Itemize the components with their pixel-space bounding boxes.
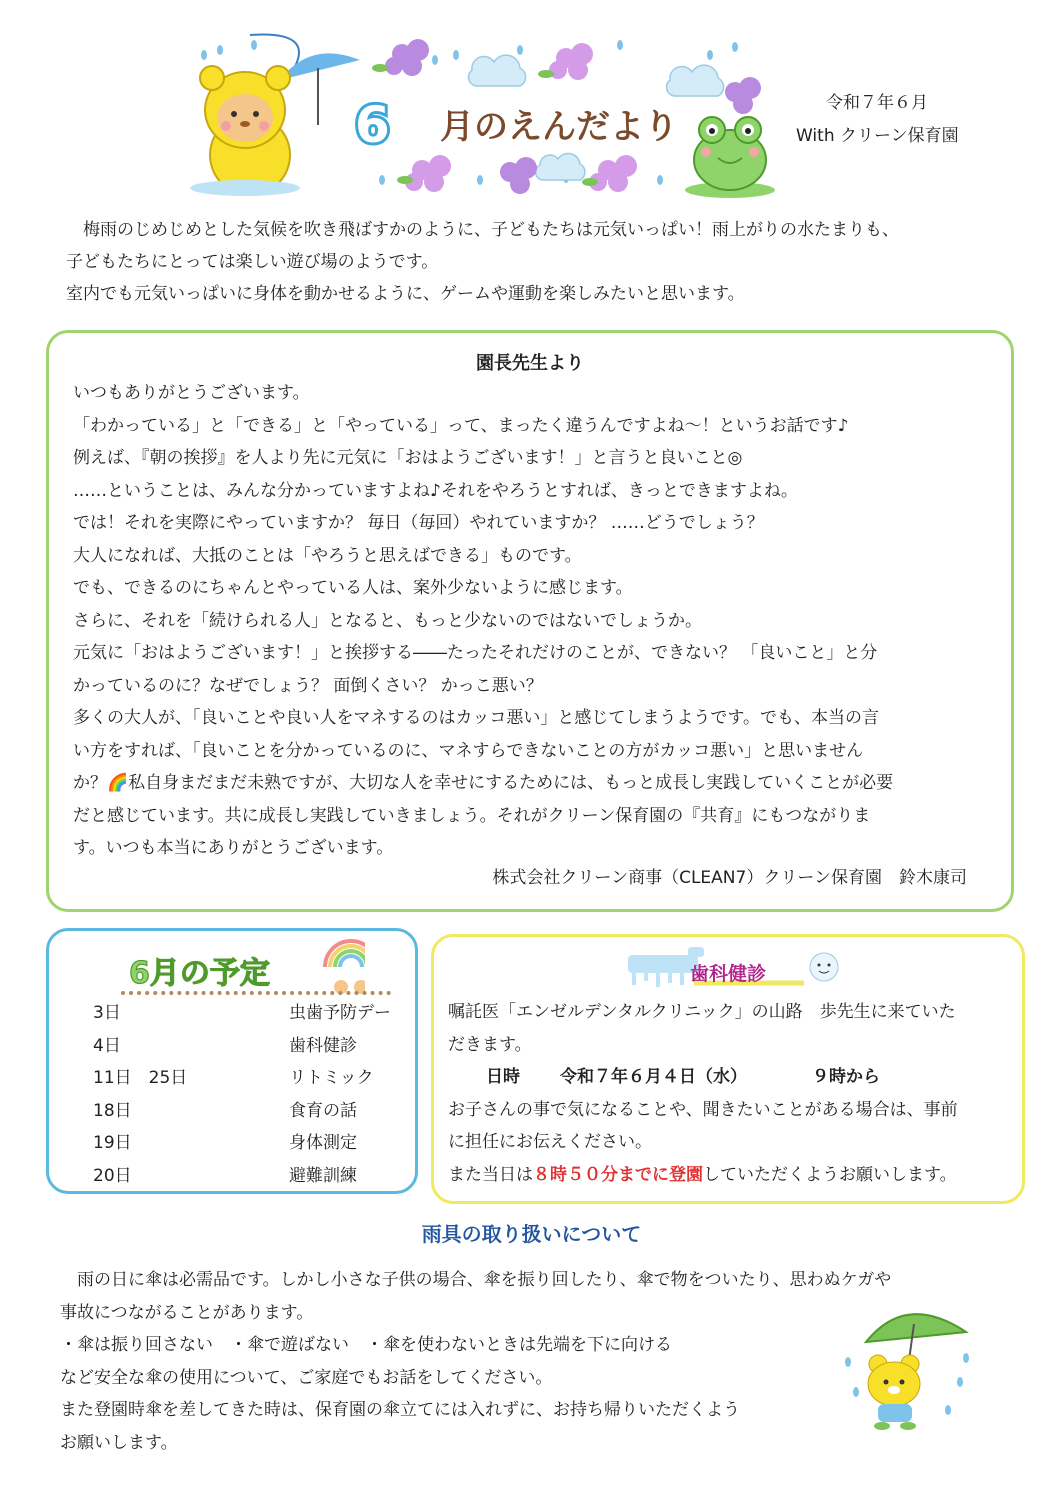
schedule-day: 18日 <box>93 1100 132 1121</box>
principal-line: 例えば、『朝の挨拶』を人より先に元気に「おはようございます！」と言うと良いこと◎ <box>73 448 743 468</box>
schedule-list <box>93 997 413 1192</box>
arrival-deadline: ８時５０分までに登園 <box>533 1164 703 1185</box>
principal-title: 園長先生より <box>476 353 584 374</box>
title-month: 6 <box>355 96 390 154</box>
schedule-event: 身体測定 <box>289 1133 357 1153</box>
principal-line: いつもありがとうございます。 <box>73 383 310 403</box>
bear-raincoat-icon <box>190 35 360 197</box>
dental-datetime <box>448 1061 1022 1094</box>
dental-line: に担任にお伝えください。 <box>448 1132 652 1152</box>
intro-section <box>66 214 996 310</box>
principal-line: か？🌈私自身まだまだ未熟ですが、大切な人を幸せにするためには、もっと成長し実践していくことが必要 <box>73 773 894 793</box>
dental-title: 歯科健診 <box>690 963 767 985</box>
datetime-label: 日時 <box>486 1067 520 1087</box>
organization-name: With クリーン保育園 <box>796 126 959 146</box>
bear-umbrella-icon <box>836 1302 976 1432</box>
principal-line: では！それを実際にやっていますか？ 毎日（毎回）やれていますか？ ……どうでしょう？ <box>73 513 764 533</box>
schedule-day: 11日 25日 <box>93 1068 188 1088</box>
principal-line: ……ということは、みんな分かっていますよね♪それをやろうとすれば、きっとできますよね。 <box>73 480 798 501</box>
schedule-event: 歯科健診 <box>289 1035 357 1056</box>
title-text: 月のえんだより <box>440 107 678 147</box>
intro-line: 梅雨のじめじめとした気候を吹き飛ばすかのように、子どもたちは元気いっぱい！雨上がりの水たまりも、 <box>66 220 899 240</box>
principal-line: 「わかっている」と「できる」と「やっている」って、まったく違うんですよね～！というお話です♪ <box>73 415 849 436</box>
dental-line: 嘱託医「エンゼルデンタルクリニック」の山路 歩先生に来ていた <box>448 1002 956 1022</box>
umbrella-section-title: 雨具の取り扱いについて <box>421 1222 642 1246</box>
principal-line: す。いつも本当にありがとうございます。 <box>73 838 394 858</box>
schedule-item <box>93 1062 413 1095</box>
principal-line: かっているのに？なぜでしょう？ 面倒くさい？ かっこ悪い？ <box>73 675 543 696</box>
schedule-item <box>93 1095 413 1128</box>
schedule-item <box>93 997 413 1030</box>
dental-line <box>448 1159 1022 1192</box>
dental-line-pre: また当日は <box>448 1164 533 1185</box>
dental-body <box>448 996 1022 1191</box>
umbrella-line: 雨の日に傘は必需品です。しかし小さな子供の場合、傘を振り回したり、傘で物をついたり、思わぬケガや <box>60 1270 892 1290</box>
header-illustration <box>190 30 790 205</box>
page-title <box>355 96 678 154</box>
principal-line: い方をすれば、「良いことを分かっているのに、マネすらできないことの方がカッコ悪い」と思いません <box>73 740 864 761</box>
umbrella-line: ・傘は振り回さない ・傘で遊ばない ・傘を使わないときは先端を下に向ける <box>60 1335 672 1355</box>
intro-line: 室内でも元気いっぱいに身体を動かせるように、ゲームや運動を楽しみたいと思います。 <box>66 284 745 304</box>
schedule-item <box>93 1160 413 1193</box>
schedule-event: 避難訓練 <box>289 1165 357 1186</box>
principal-message-box <box>46 330 1014 912</box>
dental-checkup-box <box>431 934 1025 1204</box>
schedule-event: 虫歯予防デー <box>289 1003 391 1023</box>
principal-line: 大人になれば、大抵のことは「やろうと思えばできる」ものです。 <box>73 545 582 566</box>
newsletter-date: 令和７年６月 <box>826 93 928 113</box>
principal-body <box>73 377 993 865</box>
schedule-day: 19日 <box>93 1133 132 1153</box>
rainbow-umbrella-icon <box>325 941 365 994</box>
schedule-day: 20日 <box>93 1165 132 1186</box>
dental-line-post: していただくようお願いします。 <box>703 1164 957 1185</box>
umbrella-line: など安全な傘の使用について、ご家庭でもお話をしてください。 <box>60 1367 553 1388</box>
umbrella-line: 事故につながることがあります。 <box>60 1302 314 1323</box>
principal-line: でも、できるのにちゃんとやっている人は、案外少ないように感じます。 <box>73 578 633 598</box>
intro-line: 子どもたちにとっては楽しい遊び場のようです。 <box>66 252 439 272</box>
umbrella-line: また登園時傘を差してきた時は、保育園の傘立てには入れずに、お持ち帰りいただくよう <box>60 1400 740 1420</box>
divider <box>121 991 391 995</box>
principal-line: だと感じています。共に成長し実践していきましょう。それがクリーン保育園の『共育』にもつながりま <box>73 805 871 826</box>
schedule-event: リトミック <box>289 1068 374 1088</box>
principal-line: さらに、それを「続けられる人」となると、もっと少ないのではないでしょうか。 <box>73 610 702 631</box>
schedule-day: 3日 <box>93 1003 121 1023</box>
dental-line: だきます。 <box>448 1034 532 1055</box>
principal-signature: 株式会社クリーン商事（CLEAN7）クリーン保育園 鈴木康司 <box>492 868 967 888</box>
umbrella-line: お願いします。 <box>60 1432 178 1453</box>
schedule-title-text: 6月の予定 <box>129 956 270 991</box>
schedule-box <box>46 928 418 1194</box>
schedule-item <box>93 1127 413 1160</box>
principal-line: 元気に「おはようございます！」と挨拶する――たったそれだけのことが、できない？ 「良いこと」と分 <box>73 643 878 663</box>
principal-line: 多くの大人が、「良いことや良い人をマネするのはカッコ悪い」と感じてしまうようです。でも、本当の言 <box>73 708 879 728</box>
frog-icon <box>685 117 775 198</box>
schedule-day: 4日 <box>93 1035 121 1056</box>
datetime-date: 令和７年６月４日（水） <box>560 1067 747 1087</box>
schedule-item <box>93 1030 413 1063</box>
datetime-time: ９時から <box>812 1067 880 1087</box>
dental-line: お子さんの事で気になることや、聞きたいことがある場合は、事前 <box>448 1099 958 1120</box>
schedule-event: 食育の話 <box>289 1100 357 1121</box>
